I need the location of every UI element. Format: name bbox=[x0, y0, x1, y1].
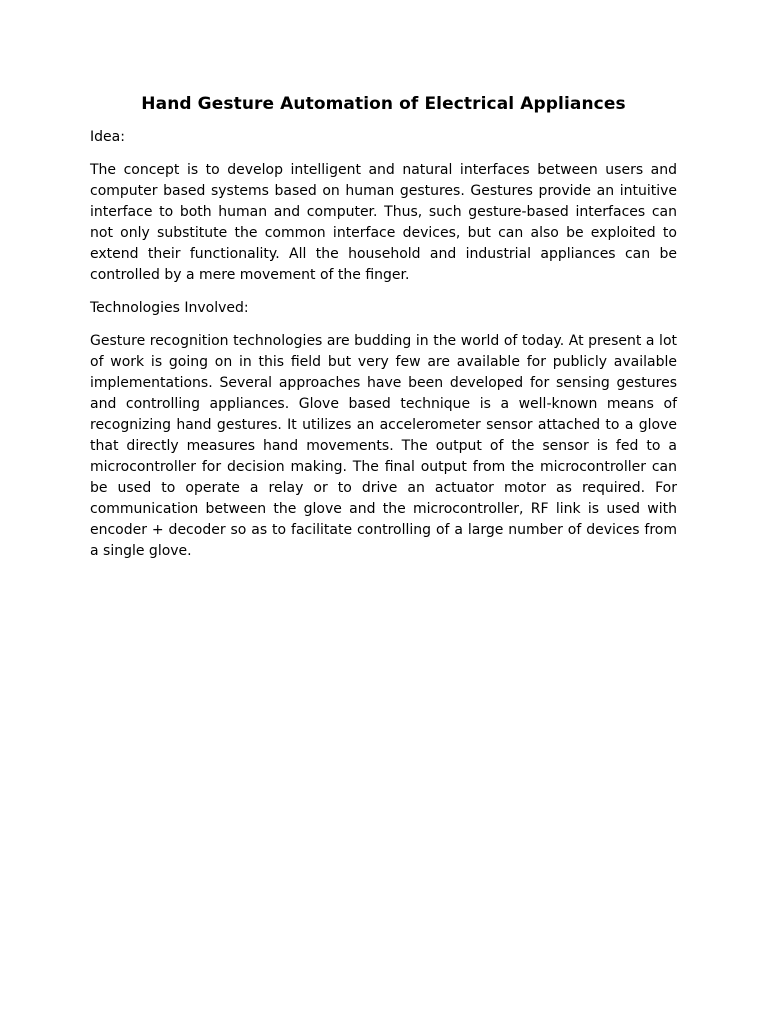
document-content bbox=[90, 93, 677, 574]
technologies-paragraph: Gesture recognition technologies are budding in the world of today. At present a lot of work is going on in this field but very few are available for publicly available implementations. Several approaches have been developed for sensing gestures and controlling appliances. Glove based technique is a well-known means of recognizing hand gestures. It utilizes an accelerometer sensor attached to a glove that directly measures hand movements. The output of the sensor is fed to a microcontroller for decision making. The final output from the microcontroller can be used to operate a relay or to drive an actuator motor as required. For communication between the glove and the microcontroller, RF link is used with encoder + decoder so as to facilitate controlling of a large number of devices from a single glove. bbox=[90, 333, 677, 559]
idea-paragraph: The concept is to develop intelligent and natural interfaces between users and computer based systems based on human gestures. Gestures provide an intuitive interface to both human and computer. Thus, such gesture-based interfaces can not only substitute the common interface devices, but can also be exploited to extend their functionality. All the household and industrial appliances can be controlled by a mere movement of the finger. bbox=[90, 162, 677, 283]
technologies-heading: Technologies Involved: bbox=[90, 300, 249, 316]
idea-heading: Idea: bbox=[90, 129, 125, 145]
document-title: Hand Gesture Automation of Electrical Appliances bbox=[141, 94, 626, 114]
